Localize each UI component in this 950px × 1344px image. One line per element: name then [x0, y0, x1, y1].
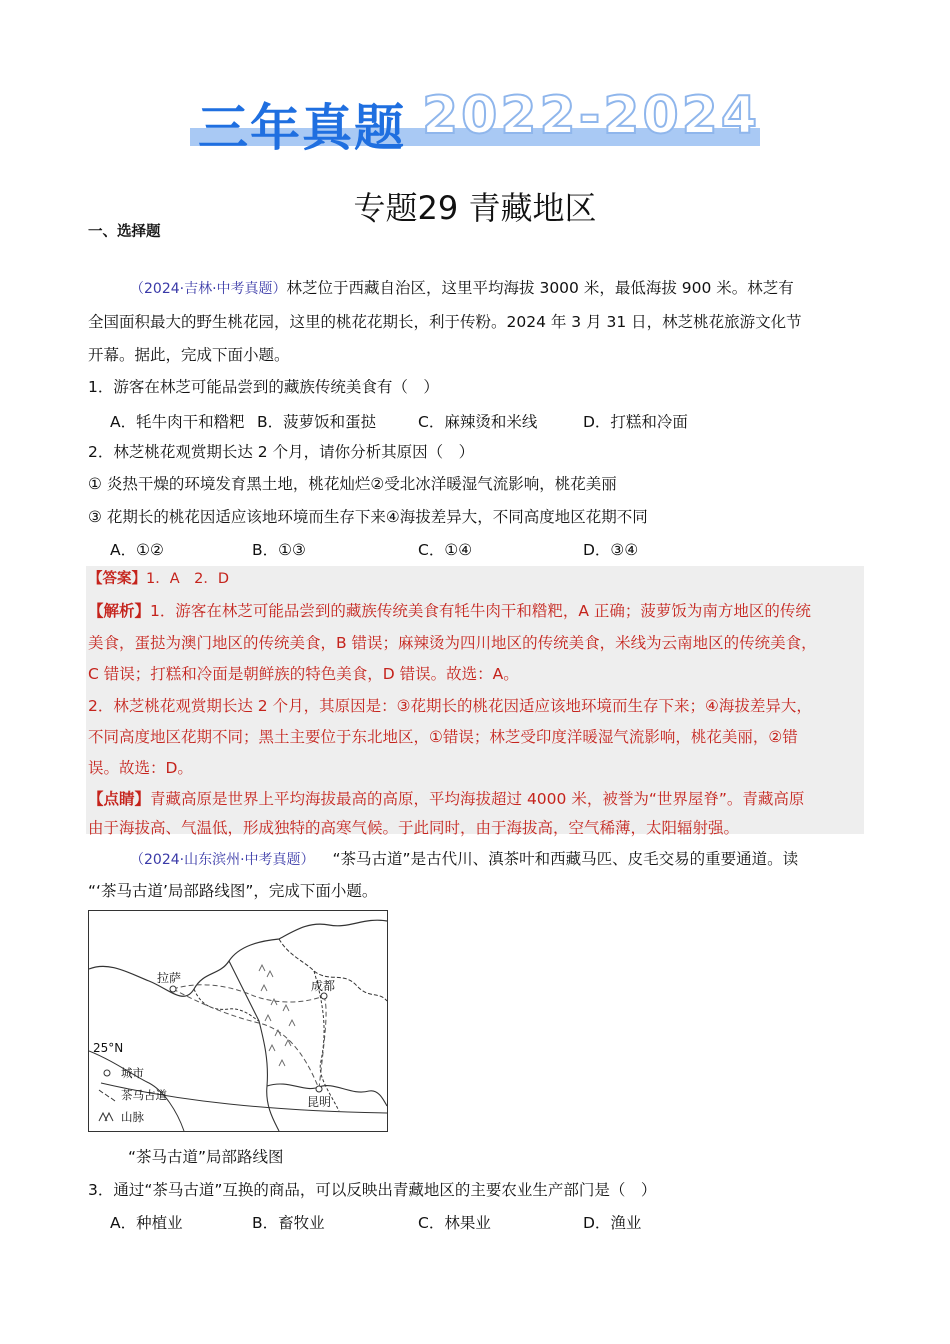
q1-option-c: C．麻辣烫和米线 — [418, 413, 538, 431]
q2-option-c: C．①④ — [418, 541, 473, 559]
block2-source: （2024·山东滨州·中考真题） — [130, 852, 315, 868]
q2-statement-line2: ③ 花期长的桃花因适应该地环境而生存下来④海拔差异大，不同高度地区花期不同 — [88, 508, 648, 526]
question-2: 2．林芝桃花观赏期长达 2 个月，请你分析其原因（ ） — [88, 443, 475, 461]
tip-text1: 青藏高原是世界上平均海拔最高的高原，平均海拔超过 4000 米，被誉为“世界屋脊”。青藏高原 — [150, 790, 805, 808]
legend-mountain-icon — [99, 1113, 113, 1121]
banner-left-text: 三年真题 — [198, 99, 406, 157]
legend-mountain-label: 山脉 — [121, 1110, 144, 1124]
q3-option-c: C．林果业 — [418, 1214, 491, 1232]
analysis-line6: 误。故选：D。 — [88, 759, 193, 777]
lhasa-city-marker — [170, 986, 176, 992]
block1-source: （2024·吉林·中考真题） — [130, 281, 287, 297]
map-label-chengdu: 成都 — [311, 979, 336, 993]
answer-line — [88, 569, 229, 589]
q1-option-b: B．菠萝饭和蛋挞 — [257, 413, 377, 431]
banner-right-text: 2022-2024 — [422, 86, 761, 146]
question-1: 1．游客在林芝可能品尝到的藏族传统美食有（ ） — [88, 378, 439, 396]
q2-option-a: A．①② — [110, 541, 164, 559]
block1-intro-line2: 全国面积最大的野生桃花园，这里的桃花花期长，利于传粉。2024 年 3 月 31 日，林芝桃花旅游文化节 — [88, 313, 802, 331]
map-label-latitude: 25°N — [93, 1041, 124, 1055]
block2-intro-line1 — [130, 849, 798, 870]
tip-label: 【点睛】 — [88, 790, 151, 808]
tip-line1 — [88, 789, 804, 809]
map-caption: “茶马古道”局部路线图 — [128, 1148, 284, 1166]
tip-line2: 由于海拔高、气温低，形成独特的高寒气候。于此同时，由于海拔高，空气稀薄，太阳辐射强。 — [88, 819, 740, 837]
analysis-line1 — [88, 601, 811, 621]
analysis-label: 【解析】 — [88, 602, 151, 620]
q1-option-d: D．打糕和冷面 — [583, 413, 688, 431]
legend-city-icon — [104, 1070, 110, 1076]
legend-route-label: 茶马古道 — [121, 1088, 167, 1102]
legend-city-label: 城市 — [121, 1066, 144, 1080]
q1-option-a: A．牦牛肉干和糌粑 — [110, 413, 245, 431]
kunming-city-marker — [316, 1086, 322, 1092]
answer-label: 【答案】 — [88, 571, 146, 587]
analysis-text1: 1．游客在林芝可能品尝到的藏族传统美食有牦牛肉干和糌粑，A 正确；菠萝饭为南方地区的传统 — [150, 602, 811, 620]
block1-intro-line3: 开幕。据此，完成下面小题。 — [88, 346, 290, 364]
block1-intro-line1 — [130, 278, 794, 299]
q3-option-a: A．种植业 — [110, 1214, 183, 1232]
mountain-symbols — [259, 965, 295, 1066]
header-banner — [190, 86, 762, 157]
block1-intro-text1: 林芝位于西藏自治区，这里平均海拔 3000 米，最低海拔 900 米。林芝有 — [286, 279, 794, 297]
section-heading: 一、选择题 — [88, 224, 161, 240]
legend-route-icon — [99, 1090, 115, 1101]
q3-option-d: D．渔业 — [583, 1214, 642, 1232]
analysis-line3: C 错误；打糕和冷面是朝鲜族的特色美食，D 错误。故选：A。 — [88, 665, 519, 683]
question-3: 3．通过“茶马古道”互换的商品，可以反映出青藏地区的主要农业生产部门是（ ） — [88, 1181, 657, 1199]
q3-option-b: B．畜牧业 — [252, 1214, 325, 1232]
page-title: 专题29 青藏地区 — [353, 189, 597, 227]
q2-option-d: D．③④ — [583, 541, 639, 559]
answer-text: 1．A 2．D — [146, 571, 230, 587]
q2-statement-line1: ① 炎热干燥的环境发育黑土地，桃花灿烂②受北冰洋暖湿气流影响，桃花美丽 — [88, 475, 617, 493]
tea-horse-road-map — [88, 910, 388, 1132]
block2-intro-line2: “‘茶马古道’局部路线图”，完成下面小题。 — [88, 882, 378, 900]
map-label-kunming: 昆明 — [307, 1095, 332, 1109]
q2-option-b: B．①③ — [252, 541, 306, 559]
analysis-line5: 不同高度地区花期不同；黑土主要位于东北地区，①错误；林芝受印度洋暖湿气流影响，桃花美丽，②错 — [88, 728, 798, 746]
block2-intro-text1: “茶马古道”是古代川、滇茶叶和西藏马匹、皮毛交易的重要通道。读 — [332, 850, 799, 868]
analysis-line2: 美食，蛋挞为澳门地区的传统美食，B 错误；麻辣烫为四川地区的传统美食，米线为云南地区的传统美食， — [88, 634, 817, 652]
map-label-lhasa: 拉萨 — [157, 971, 182, 985]
analysis-line4: 2．林芝桃花观赏期长达 2 个月，其原因是：③花期长的桃花因适应该地环境而生存下来；④海拔差异大， — [88, 697, 812, 715]
